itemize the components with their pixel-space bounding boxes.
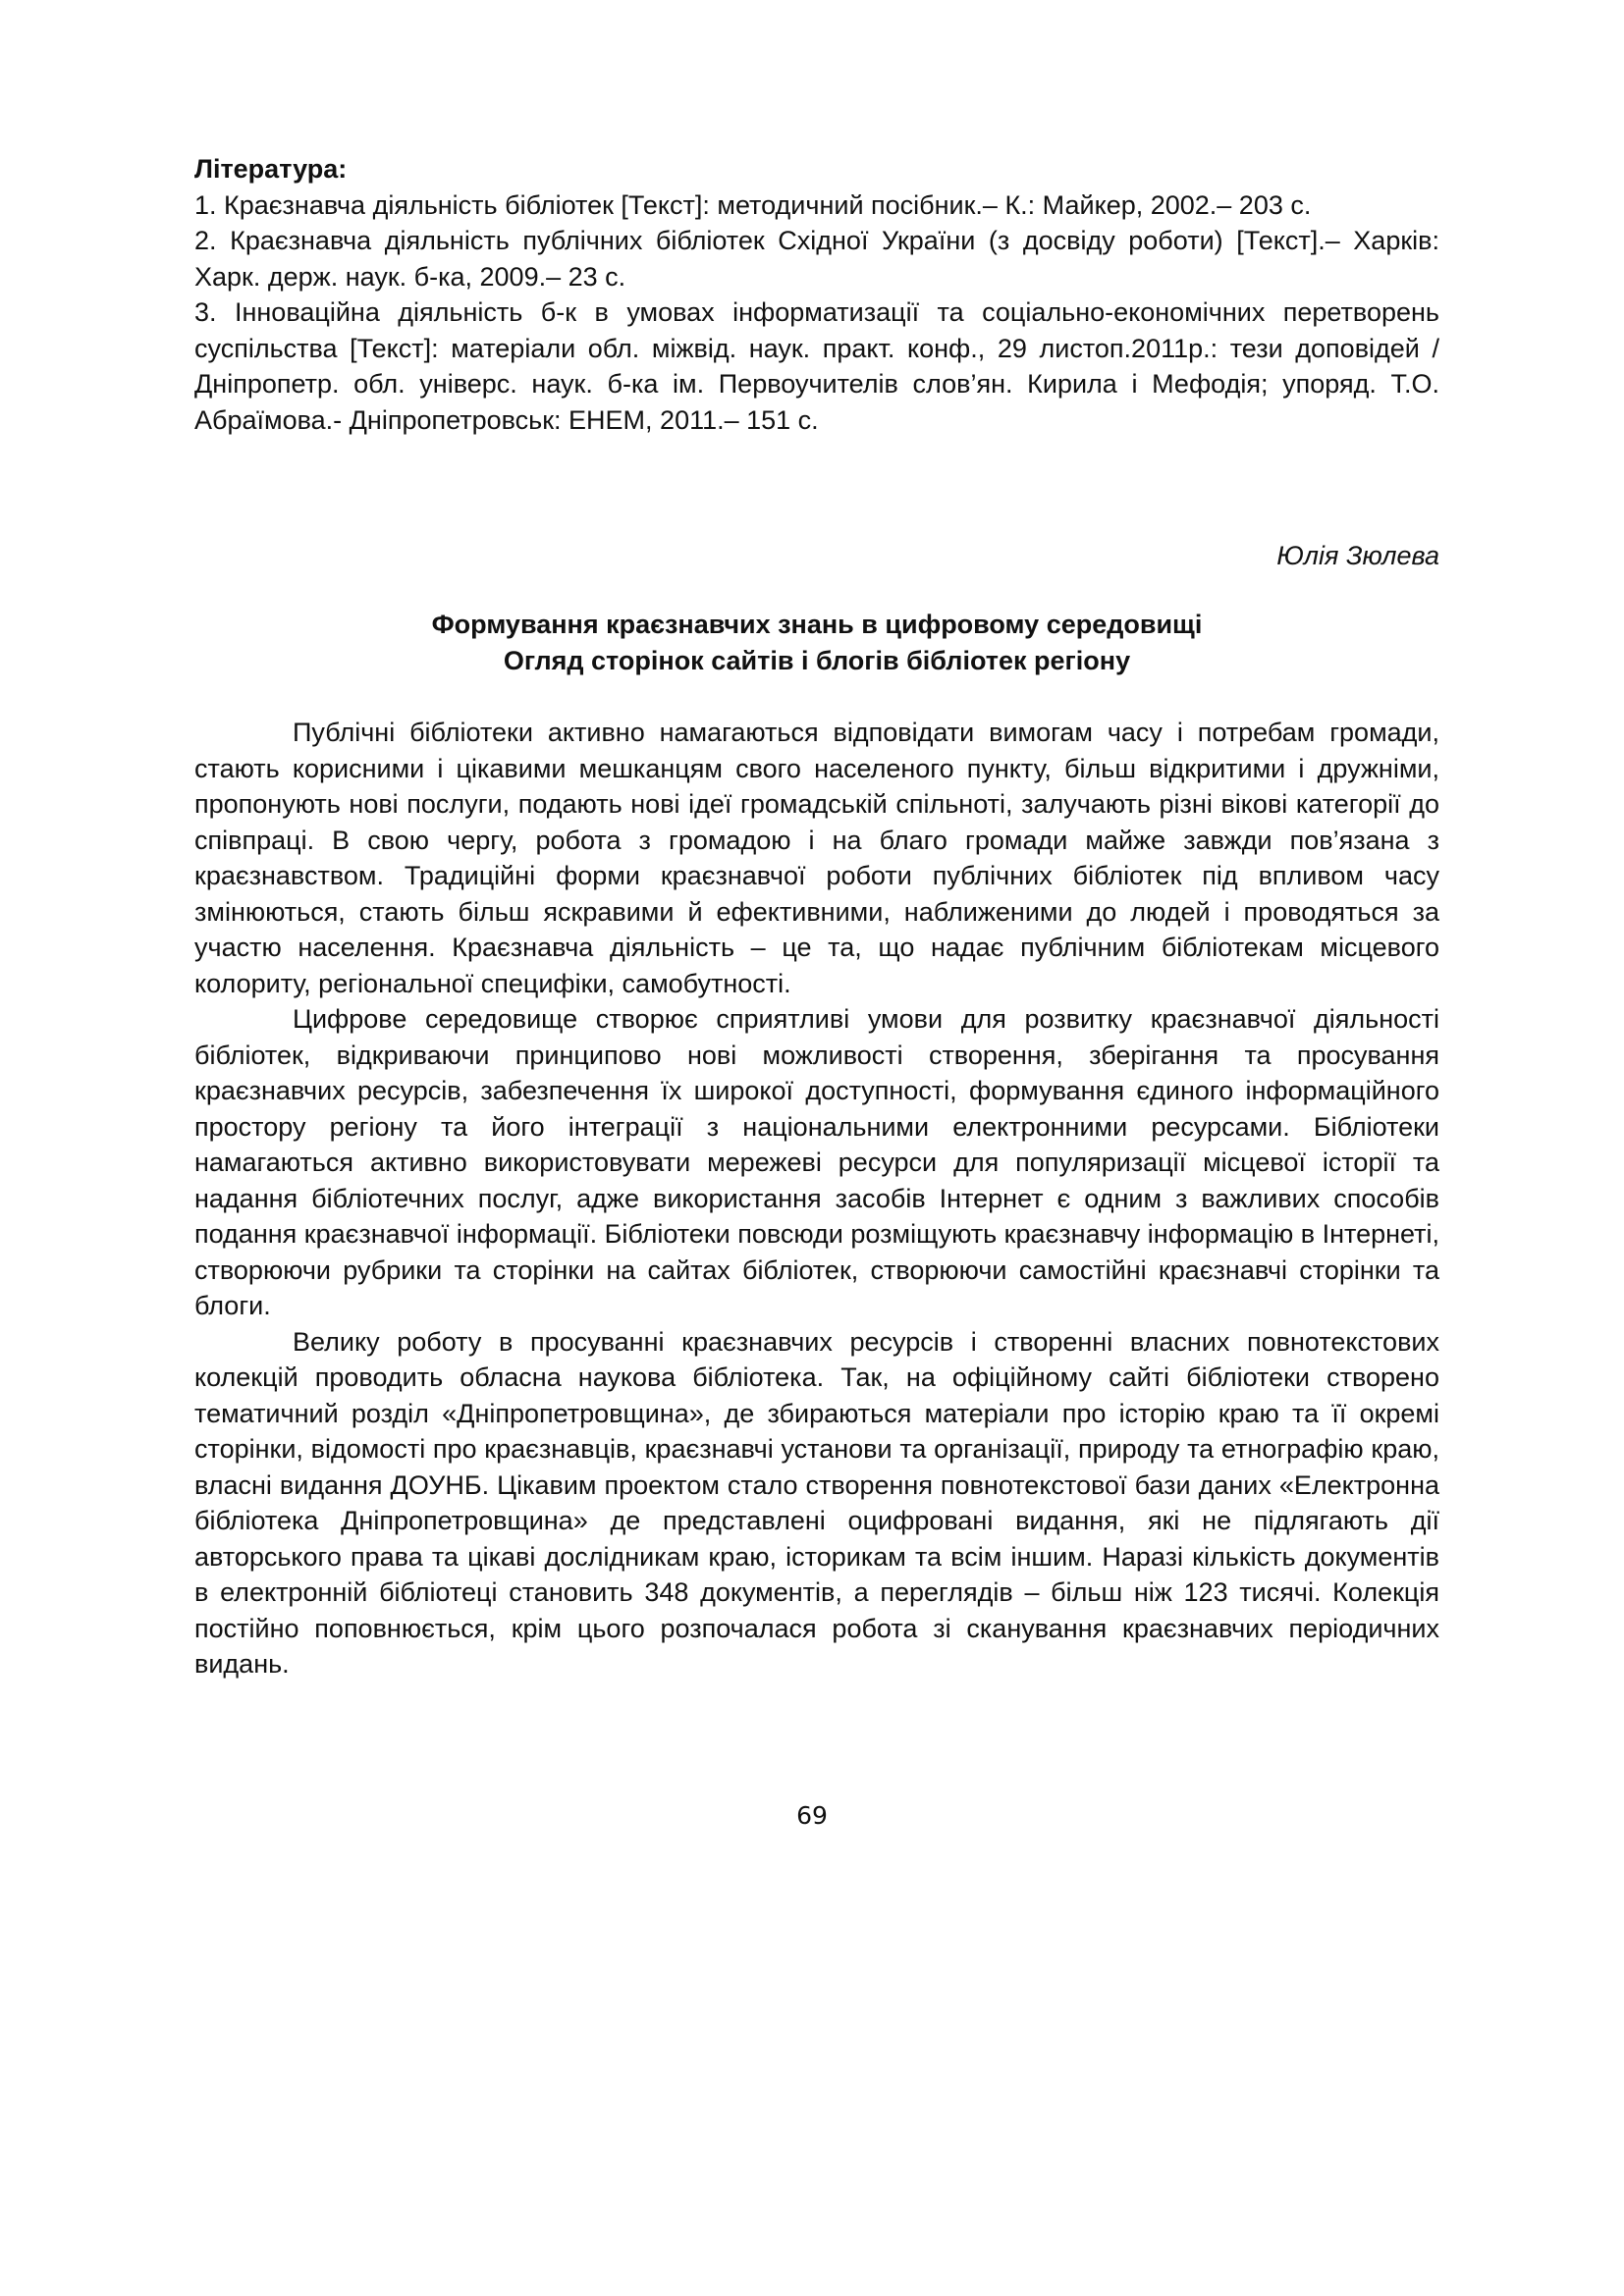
body-paragraph-1: Публічні бібліотеки активно намагаються відповідати вимогам часу і потребам громади, стають корисними і цікавими мешканцям свого населеного пункту, більш відкритими і дружніми, пропонують нові послуги, подають нові ідеї громадській спільноті, залучають різні вікові категорії до співпраці. В свою чергу, робота з громадою і на благо громади майже завжди пов’язана з краєзнавством. Традиційні форми краєзнавчої роботи публічних бібліотек під впливом часу змінюються, стають більш яскравими й ефективними, наближеними до людей і проводяться за участю населення. Краєзнавча діяльність – це та, що надає публічним бібліотекам місцевого колориту, регіональної специфіки, самобутності.	[194, 718, 1439, 998]
article-body	[194, 715, 1439, 1682]
body-paragraph-2: Цифрове середовище створює сприятливі умови для розвитку краєзнавчої діяльності бібліотек, відкриваючи принципово нові можливості створення, зберігання та просування краєзнавчих ресурсів, забезпечення їх широкої доступності, формування єдиного інформаційного простору регіону та його інтеграції з національними електронними ресурсами. Бібліотеки намагаються активно використовувати мережеві ресурси для популяризації місцевої історії та надання бібліотечних послуг, адже використання засобів Інтернет є одним з важливих способів подання краєзнавчої інформації. Бібліотеки повсюди розміщують краєзнавчу інформацію в Інтернеті, створюючи рубрики та сторінки на сайтах бібліотек, створюючи самостійні краєзнавчі сторінки та блоги.	[194, 1004, 1439, 1320]
reference-item-1: 1. Краєзнавча діяльність бібліотек [Текст]: методичний посібник.– К.: Майкер, 2002.– 203 с.	[194, 189, 1312, 220]
article-title-line-2: Огляд сторінок сайтів і блогів бібліотек регіону	[503, 645, 1131, 675]
article-title-line-1: Формування краєзнавчих знань в цифровому середовищі	[431, 610, 1203, 639]
reference-item-2: 2. Краєзнавча діяльність публічних бібліотек Східної України (з досвіду роботи) [Текст].– Харків: Харк. держ. наук. б-ка, 2009.– 23 с.	[194, 226, 1439, 292]
body-paragraph-3: Велику роботу в просуванні краєзнавчих ресурсів і створенні власних повнотекстових колекцій проводить обласна наукова бібліотека. Так, на офіційному сайті бібліотеки створено тематичний розділ «Дніпропетровщина», де збираються матеріали про історію краю та її окремі сторінки, відомості про краєзнавців, краєзнавчі установи та організації, природу та етнографію краю, власні видання ДОУНБ. Цікавим проектом стало створення повнотекстової бази даних «Електронна бібліотека Дніпропетровщина» де представлені оцифровані видання, які не підлягають дії авторського права та цікаві дослідникам краю, історикам та всім іншим. Наразі кількість документів в електронній бібліотеці становить 348 документів, а переглядів – більш ніж 123 тисячі. Колекція постійно поповнюється, крім цього розпочалася робота зі сканування краєзнавчих періодичних видань.	[194, 1326, 1439, 1679]
article-author: Юлія Зюлева	[1276, 541, 1439, 570]
article-title	[194, 607, 1439, 678]
reference-item-3: 3. Інноваційна діяльність б-к в умовах інформатизації та соціально-економічних перетворень суспільства [Текст]: матеріали обл. міжвід. наук. практ. конф., 29 листоп.2011р.: тези доповідей / Дніпропетр. обл. універс. наук. б-ка ім. Первоучителів слов’ян. Кирила і Мефодія; упоряд. Т.О. Абраїмова.- Дніпропетровськ: ЕНЕМ, 2011.– 151 с.	[194, 297, 1439, 435]
references-section	[194, 151, 1439, 438]
page-number: 69	[796, 1801, 828, 1830]
references-heading: Література:	[194, 154, 348, 184]
